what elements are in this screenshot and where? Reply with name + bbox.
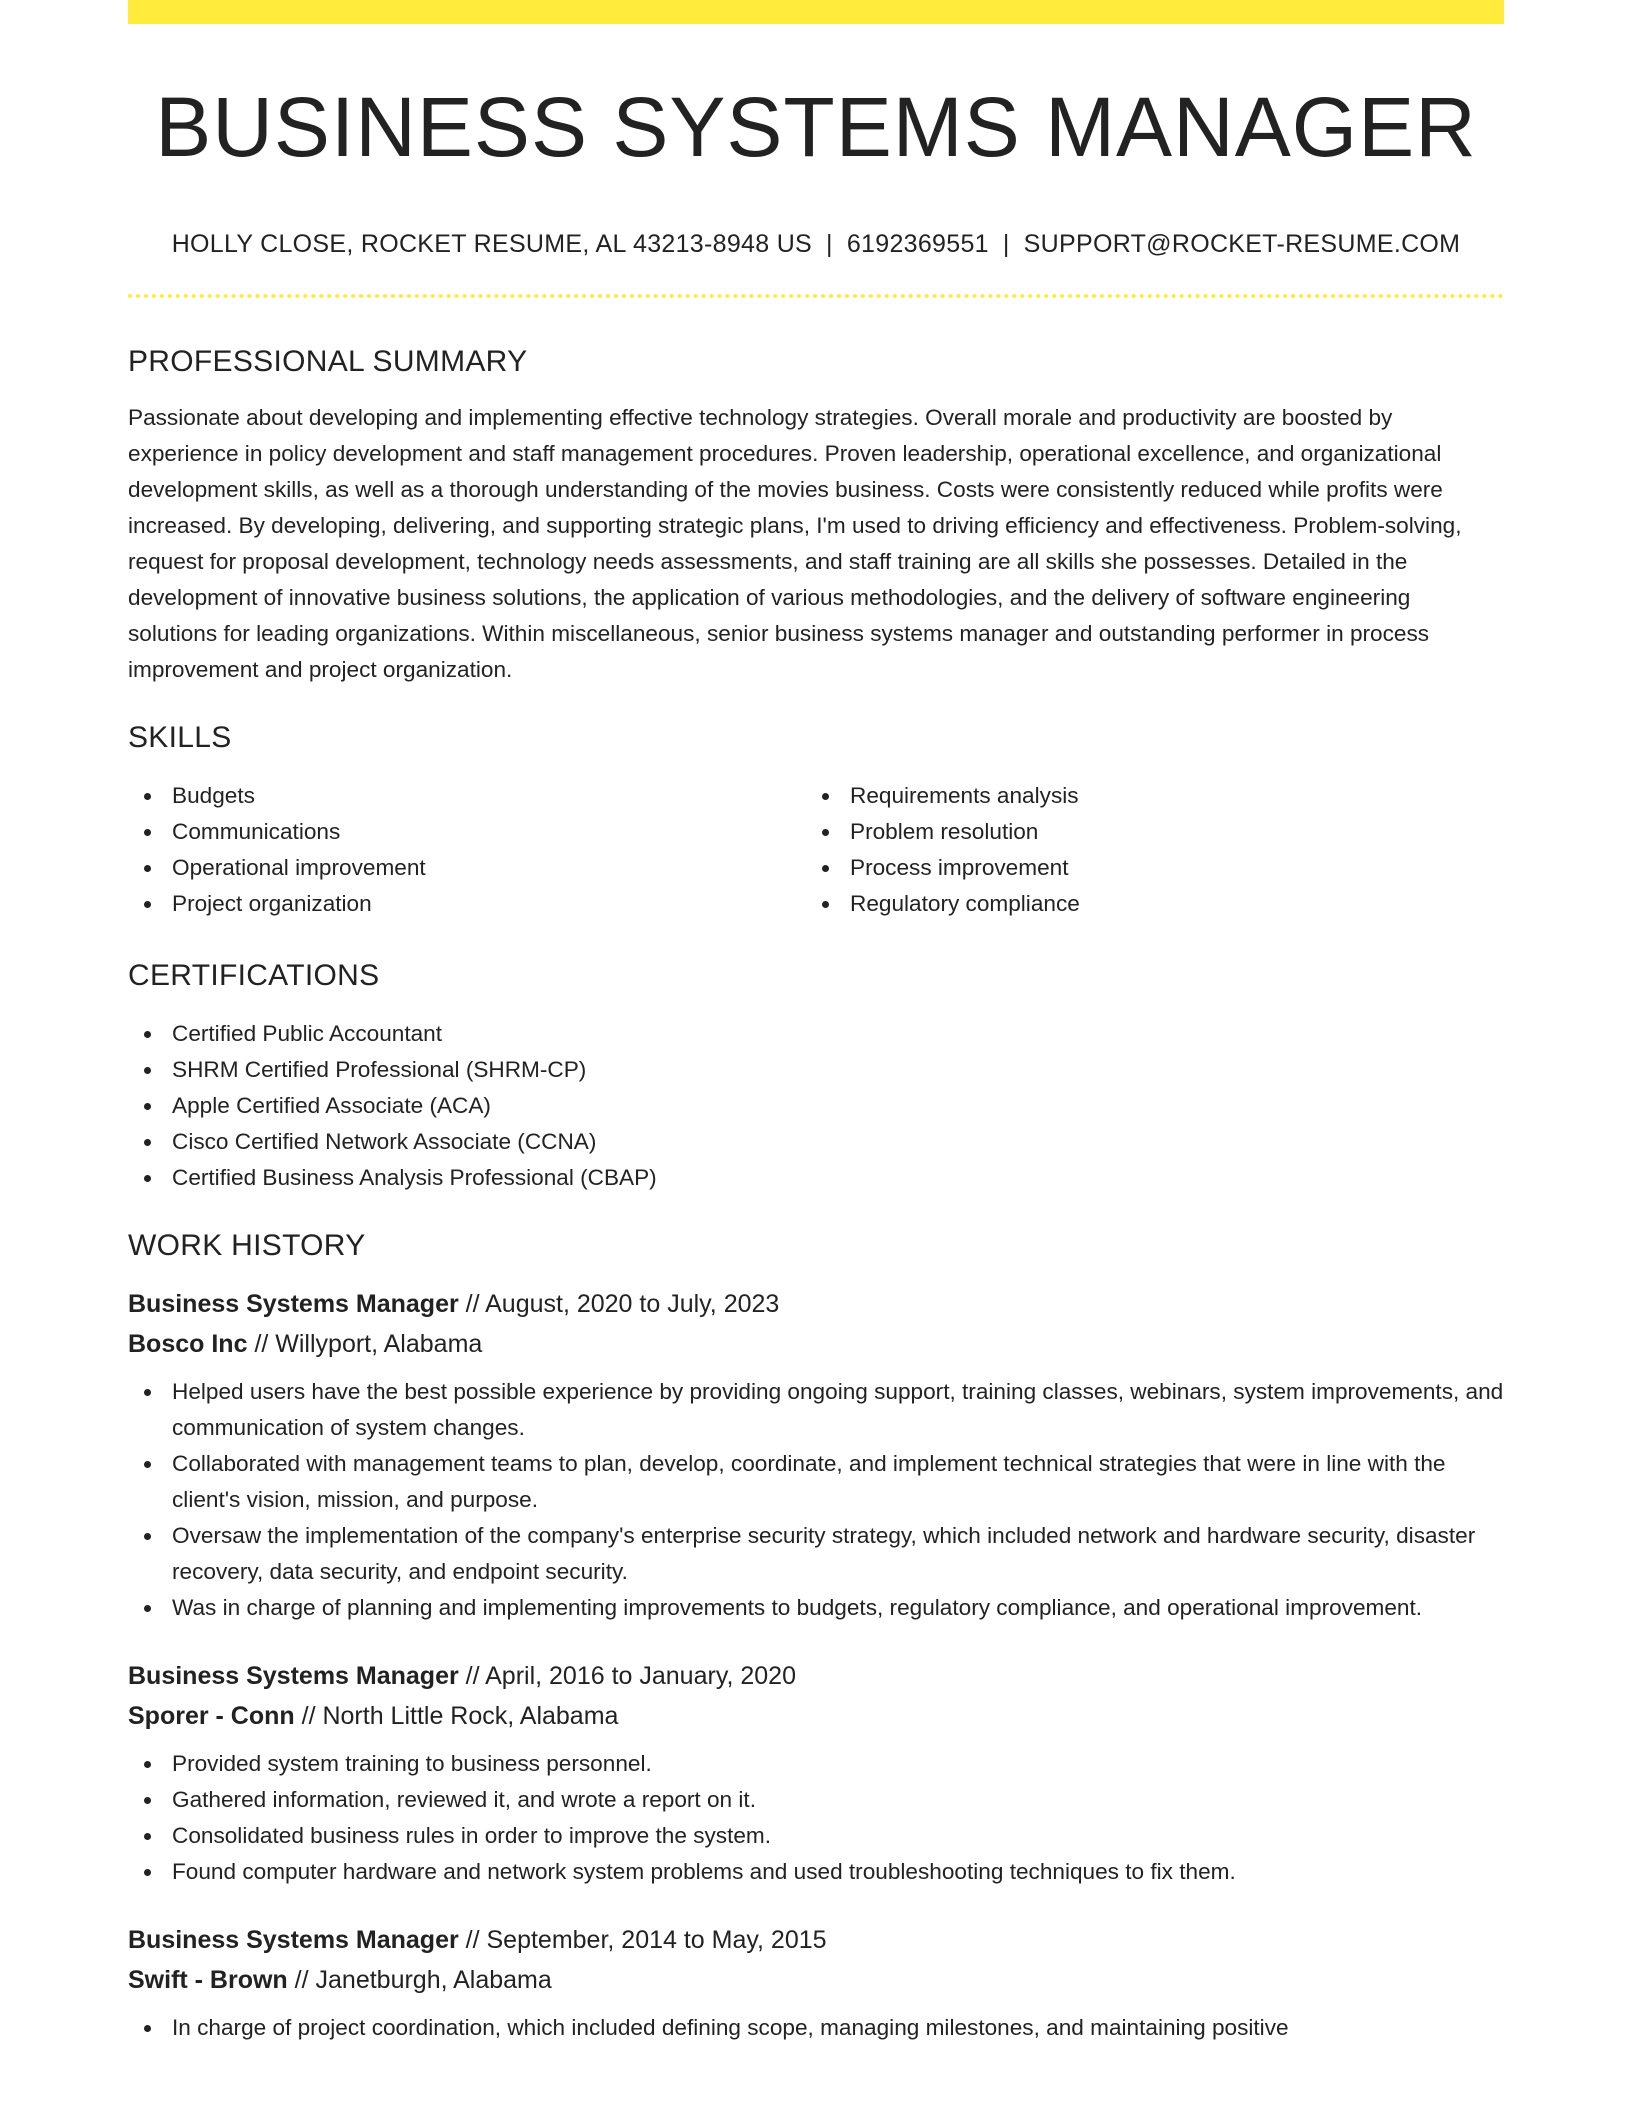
job-bullet: Gathered information, reviewed it, and wrote a report on it. xyxy=(128,1782,1504,1818)
job-bullets xyxy=(128,1746,1504,1890)
contact-line xyxy=(128,228,1504,260)
job-bullets xyxy=(128,1374,1504,1626)
job-bullet: In charge of project coordination, which included defining scope, managing milestones, and maintaining positive xyxy=(128,2010,1504,2046)
resume-title: BUSINESS SYSTEMS MANAGER xyxy=(155,80,1477,174)
contact-email: SUPPORT@ROCKET-RESUME.COM xyxy=(1023,230,1461,258)
job-company-line xyxy=(128,1960,1504,2000)
work-history-heading: WORK HISTORY xyxy=(128,1229,366,1262)
job-dates: // September, 2014 to May, 2015 xyxy=(465,1926,827,1954)
job-role: Business Systems Manager xyxy=(128,1290,459,1318)
job-bullets xyxy=(128,2010,1504,2046)
job-company: Swift - Brown xyxy=(128,1966,288,1994)
job-company-line xyxy=(128,1696,1504,1736)
job-dates: // April, 2016 to January, 2020 xyxy=(465,1662,796,1690)
certifications-list xyxy=(128,1016,1504,1196)
job-role: Business Systems Manager xyxy=(128,1662,459,1690)
summary-text: Passionate about developing and implementing effective technology strategies. Overall morale and productivity are boosted by experience in policy development and staff management procedures. Proven leadership, operational excellence, and organizational development skills, as well as a thorough understanding of the movies business. Costs were consistently reduced while profits were increased. By developing, delivering, and supporting strategic plans, I'm used to driving efficiency and effectiveness. Problem-solving, request for proposal development, technology needs assessments, and staff training are all skills she possesses. Detailed in the development of innovative business solutions, the application of various methodologies, and the delivery of software engineering solutions for leading organizations. Within miscellaneous, senior business systems manager and outstanding performer in process improvement and project organization. xyxy=(128,405,1462,682)
job-title-line xyxy=(128,1284,1504,1324)
contact-separator: | xyxy=(826,230,833,258)
job-company-line xyxy=(128,1324,1504,1364)
certification-item: Apple Certified Associate (ACA) xyxy=(128,1088,1504,1124)
job-bullet: Consolidated business rules in order to improve the system. xyxy=(128,1818,1504,1854)
job-entry xyxy=(128,1284,1504,1626)
job-bullet: Was in charge of planning and implementing improvements to budgets, regulatory compliance, and operational improvement. xyxy=(128,1590,1504,1626)
resume-content xyxy=(128,0,1504,2046)
skill-item: Operational improvement xyxy=(128,850,806,886)
contact-phone: 6192369551 xyxy=(846,230,989,258)
skills-column-left xyxy=(128,778,806,922)
job-bullet: Provided system training to business personnel. xyxy=(128,1746,1504,1782)
job-location: // North Little Rock, Alabama xyxy=(301,1702,619,1730)
job-location: // Janetburgh, Alabama xyxy=(294,1966,552,1994)
skills-heading: SKILLS xyxy=(128,721,232,754)
certification-item: Cisco Certified Network Associate (CCNA) xyxy=(128,1124,1504,1160)
dotted-divider xyxy=(128,294,1504,298)
job-bullet: Collaborated with management teams to plan, develop, coordinate, and implement technical strategies that were in line with the client's vision, mission, and purpose. xyxy=(128,1446,1504,1518)
job-company: Bosco Inc xyxy=(128,1330,248,1358)
skill-item: Requirements analysis xyxy=(806,778,1484,814)
job-title-line xyxy=(128,1656,1504,1696)
skill-item: Process improvement xyxy=(806,850,1484,886)
job-location: // Willyport, Alabama xyxy=(254,1330,483,1358)
job-entry xyxy=(128,1656,1504,1890)
skill-item: Project organization xyxy=(128,886,806,922)
certifications-heading: CERTIFICATIONS xyxy=(128,959,380,992)
job-company: Sporer - Conn xyxy=(128,1702,295,1730)
job-bullet: Oversaw the implementation of the company's enterprise security strategy, which included network and hardware security, disaster recovery, data security, and endpoint security. xyxy=(128,1518,1504,1590)
job-title-line xyxy=(128,1920,1504,1960)
skills-grid xyxy=(128,778,1504,922)
skill-item: Regulatory compliance xyxy=(806,886,1484,922)
job-role: Business Systems Manager xyxy=(128,1926,459,1954)
job-bullet: Helped users have the best possible experience by providing ongoing support, training classes, webinars, system improvements, and communication of system changes. xyxy=(128,1374,1504,1446)
job-bullet: Found computer hardware and network system problems and used troubleshooting techniques to fix them. xyxy=(128,1854,1504,1890)
certification-item: Certified Business Analysis Professional (CBAP) xyxy=(128,1160,1504,1196)
certification-item: Certified Public Accountant xyxy=(128,1016,1504,1052)
job-dates: // August, 2020 to July, 2023 xyxy=(465,1290,780,1318)
skill-item: Problem resolution xyxy=(806,814,1484,850)
contact-address: HOLLY CLOSE, ROCKET RESUME, AL 43213-8948 US xyxy=(171,230,813,258)
skill-item: Budgets xyxy=(128,778,806,814)
summary-heading: PROFESSIONAL SUMMARY xyxy=(128,345,528,378)
skills-column-right xyxy=(806,778,1484,922)
skill-item: Communications xyxy=(128,814,806,850)
contact-separator: | xyxy=(1002,230,1010,258)
job-entry xyxy=(128,1920,1504,2046)
certification-item: SHRM Certified Professional (SHRM-CP) xyxy=(128,1052,1504,1088)
